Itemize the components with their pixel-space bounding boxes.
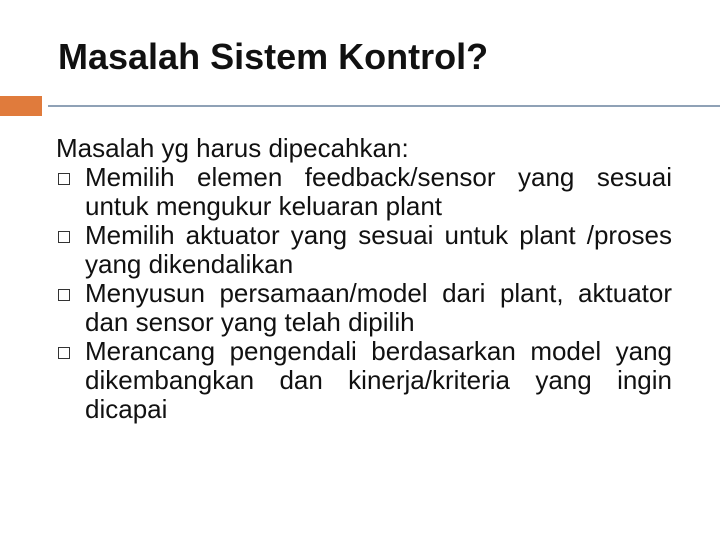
bullet-text: Memilih aktuator yang sesuai untuk plant /proses yang dikendalikan xyxy=(85,220,672,279)
bullet-text: Memilih elemen feedback/sensor yang sesuai untuk mengukur keluaran plant xyxy=(85,162,672,221)
slide-body xyxy=(56,134,672,424)
bullet-text: Menyusun persamaan/model dari plant, aktuator dan sensor yang telah dipilih xyxy=(85,278,672,337)
divider-line xyxy=(48,105,720,107)
square-bullet-icon xyxy=(58,289,70,301)
bullet-item xyxy=(56,337,672,424)
bullet-list xyxy=(56,163,672,424)
bullet-item xyxy=(56,221,672,279)
square-bullet-icon xyxy=(58,231,70,243)
bullet-item xyxy=(56,279,672,337)
bullet-text: Merancang pengendali berdasarkan model yang dikembangkan dan kinerja/kriteria yang ingin dicapai xyxy=(85,336,672,424)
bullet-item xyxy=(56,163,672,221)
square-bullet-icon xyxy=(58,347,70,359)
intro-text: Masalah yg harus dipecahkan: xyxy=(56,133,409,163)
title-divider xyxy=(0,96,720,116)
square-bullet-icon xyxy=(58,173,70,185)
slide-title: Masalah Sistem Kontrol? xyxy=(58,36,489,77)
divider-accent xyxy=(0,96,42,116)
